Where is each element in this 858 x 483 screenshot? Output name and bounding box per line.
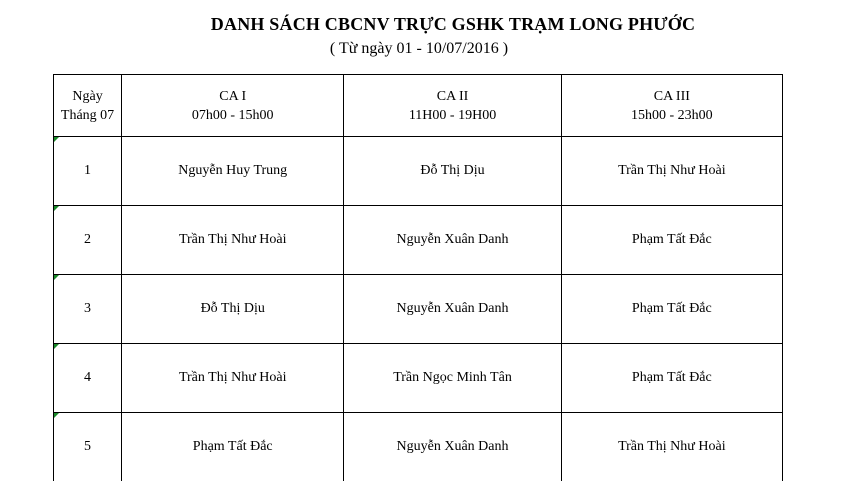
document-title <box>0 14 858 35</box>
ca2-cell[interactable] <box>344 413 561 482</box>
document-title-text: DANH SÁCH CBCNV TRỰC GSHK TRẠM LONG PHƯỚC <box>210 14 696 34</box>
header-ca3 <box>561 75 782 137</box>
ca3-value: Trần Thị Như Hoài <box>618 163 726 178</box>
header-day <box>54 75 122 137</box>
day-value: 5 <box>84 439 92 454</box>
ca2-value: Nguyễn Xuân Danh <box>396 232 509 247</box>
cell-marker-icon <box>54 206 59 211</box>
day-cell[interactable] <box>54 413 122 482</box>
ca3-value: Phạm Tất Đắc <box>631 301 712 316</box>
ca3-cell[interactable] <box>561 413 782 482</box>
day-value: 3 <box>84 301 92 316</box>
ca2-value: Nguyễn Xuân Danh <box>396 301 509 316</box>
day-cell[interactable] <box>54 344 122 413</box>
table-row <box>54 206 783 275</box>
header-ca3-hours: 15h00 - 23h00 <box>631 107 713 123</box>
day-value: 1 <box>84 163 92 178</box>
ca1-value: Phạm Tất Đắc <box>192 439 273 454</box>
ca1-value: Trần Thị Như Hoài <box>178 370 287 385</box>
ca3-cell[interactable] <box>561 275 782 344</box>
ca2-cell[interactable] <box>344 344 561 413</box>
header-ca3-name: CA III <box>653 88 690 104</box>
ca3-value: Phạm Tất Đắc <box>631 232 712 247</box>
day-value: 4 <box>84 370 92 385</box>
table-row <box>54 275 783 344</box>
header-day-line1: Ngày <box>72 88 103 104</box>
ca1-value: Đỗ Thị Dịu <box>200 301 265 316</box>
table-row <box>54 413 783 482</box>
ca2-cell[interactable] <box>344 206 561 275</box>
table-row <box>54 344 783 413</box>
ca2-cell[interactable] <box>344 137 561 206</box>
ca1-cell[interactable] <box>122 413 344 482</box>
ca1-value: Trần Thị Như Hoài <box>178 232 287 247</box>
day-value: 2 <box>84 232 92 247</box>
table-row <box>54 137 783 206</box>
cell-marker-icon <box>54 275 59 280</box>
day-cell[interactable] <box>54 275 122 344</box>
ca3-cell[interactable] <box>561 137 782 206</box>
header-ca1-hours: 07h00 - 15h00 <box>191 107 274 123</box>
header-ca2-name: CA II <box>436 88 469 104</box>
ca1-cell[interactable] <box>122 206 344 275</box>
document-subtitle-text: ( Từ ngày 01 - 10/07/2016 ) <box>329 40 509 57</box>
cell-marker-icon <box>54 344 59 349</box>
schedule-table <box>53 74 783 481</box>
ca1-cell[interactable] <box>122 275 344 344</box>
header-ca2-hours: 11H00 - 19H00 <box>408 107 497 123</box>
day-cell[interactable] <box>54 206 122 275</box>
ca3-cell[interactable] <box>561 206 782 275</box>
header-ca1 <box>122 75 344 137</box>
ca1-value: Nguyễn Huy Trung <box>178 163 288 178</box>
header-row <box>54 75 783 137</box>
document-subtitle <box>0 40 858 58</box>
header-ca2 <box>344 75 561 137</box>
ca2-value: Đỗ Thị Dịu <box>420 163 485 178</box>
cell-marker-icon <box>54 137 59 142</box>
ca2-value: Trần Ngọc Minh Tân <box>393 370 512 385</box>
ca3-cell[interactable] <box>561 344 782 413</box>
ca3-value: Trần Thị Như Hoài <box>618 439 726 454</box>
ca1-cell[interactable] <box>122 344 344 413</box>
header-ca1-name: CA I <box>219 88 247 104</box>
cell-marker-icon <box>54 413 59 418</box>
ca2-cell[interactable] <box>344 275 561 344</box>
ca1-cell[interactable] <box>122 137 344 206</box>
ca3-value: Phạm Tất Đắc <box>631 370 712 385</box>
ca2-value: Nguyễn Xuân Danh <box>396 439 509 454</box>
day-cell[interactable] <box>54 137 122 206</box>
header-day-line2: Tháng 07 <box>60 107 115 123</box>
